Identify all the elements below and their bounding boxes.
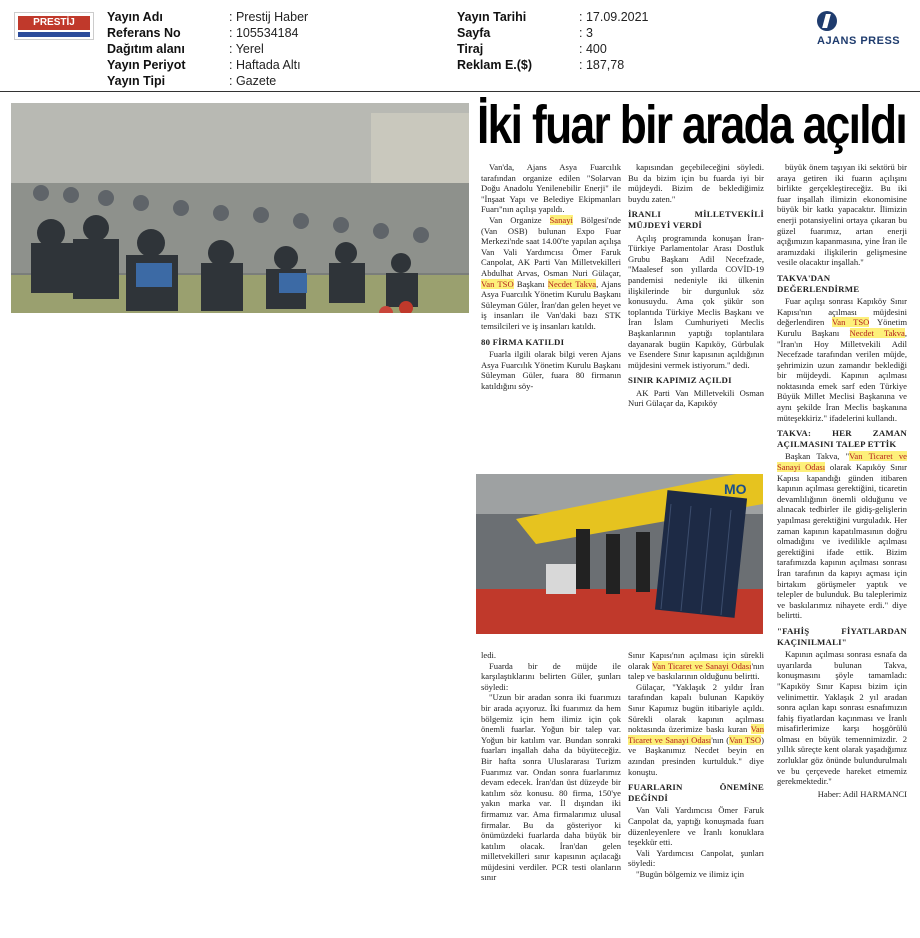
paragraph: Van'da, Ajans Asya Fuarcılık tarafından organize edilen "Solarvan Doğu Anadolu Yenilenebilir Enerji" ile "İnşaat Yapı ve Belediye Ekipmanları Fuarı"nın açılışı yapıldı. [481, 162, 621, 215]
meta-row [457, 41, 649, 57]
article-column-1 [481, 162, 621, 391]
meta-label: Yayın Tarihi [457, 10, 527, 24]
text-run: Gülaçar, "Yaklaşık 2 yıldır İran tarafından kapalı bulunan Kapıköy Sınır Kapımız bugün itibariyle açıldı. Sürekli olarak kapının açılması noktasında üzerimize baskı kuran [628, 681, 764, 735]
meta-value: : Haftada Altı [229, 58, 301, 72]
subheading: FUARLARIN ÖNEMİNE DEĞİNDİ [628, 782, 764, 803]
article-column-4 [481, 650, 621, 883]
meta-value: : 187,78 [579, 58, 625, 72]
fair-stand-illustration [476, 474, 763, 634]
text-run: , "İran'ın Hoy Milletvekili Adil Necefzade tarafından verilen müjde, şehrimizin uzun zamandır beklediği bir müjdeydi. Kapının açılması noktasında emek sarf eden Türkiye Büyük Millet Meclisi Başkanına ve aynı şekilde İran Meclis başkanına müteşekkiriz." ifadelerini kullandı. [777, 327, 907, 423]
meta-label: Yayın Tipi [107, 74, 166, 88]
highlight: Necdet Takva [849, 327, 905, 338]
publication-logo [14, 12, 94, 40]
agency-logo-icon [817, 11, 837, 31]
paragraph: ledi. [481, 650, 497, 660]
text-run: Fuar açılışı sonrası Kapıköy Sınır Kapısı'nın açılması müjdesini değerlendiren [777, 296, 907, 328]
byline: Haber: Adil HARMANCI [817, 788, 907, 799]
paragraph [777, 296, 907, 423]
text-run: Başkanı [513, 278, 548, 289]
paragraph: Kapının açılması sonrası esnafa da uyarılarda bulunan Takva, konuşmasını şöyle tamamladı: "Kapıköy Sınır Kapısı bizim için velinimettir. Yaklaşık 2 yıl aradan sonra açılan kapı sonrası esnafımızın fahiş fiyatlardan kaçınması ve İranlı misafirlerimize karşı hoşgörülü olması en büyük temennimizdir. 2 yıllık süreçte kent olarak yaşadığımız zorluklar göz önünde bulundurulmalı ve bu çerçevede hareket etmemiz gerekmektedir." [777, 649, 907, 787]
text-run: ) ve Başkanımız Necdet beyin en azından presinden kurtulduk." diye konuştu. [628, 734, 764, 777]
stand-banner-text: MO [724, 481, 747, 497]
meta-label: Sayfa [457, 26, 491, 40]
paragraph: kapısından geçebileceğini söyledi. Bu da bizim için bu fuarda iyi bir müjdeydi. Bizim de beklediğimiz buydu zaten." [628, 162, 764, 204]
meta-row [107, 73, 308, 89]
article-column-5 [628, 650, 764, 879]
paragraph: Fuarda bir de müjde ile karşılaştıklarını belirten Güler, şunları söyledi: [481, 660, 621, 692]
meta-row [107, 25, 308, 41]
text-run: olarak Kapıköy Sınır Kapısı kapandığı günden itibaren kapının açılması gerektiğini, ticaretin devamlılığının önemli olduğunu ve alınacak tedbirler ile gidiş-gelişlerin yapılması gerektiğini vurguladık. Her zaman kapının kapatılmasının doğru olmadığını ve ivedilikle açılması gerektiğini ifade ettik. Bizim tarafımızda kapının açılması sonrası İran tarafının da kapıyı açması için birtakım görüşmeler yaptık ve telepler de bulunduk. Bu taleplerimiz ve baskılarımız nihayete erdi." diye belirtti. [777, 462, 907, 621]
meta-row [457, 9, 649, 25]
text-run: Başkan Takva, " [785, 451, 850, 462]
paragraph: büyük önem taşıyan iki sektörü bir araya getiren iki fuarın açılışını birlikte gerçekleştireceğiz. Bu iki fuar inşallah ilimizin ekonomisine büyük bir katkı yapacaktır. İlimizin enerji potansiyelini ortaya çıkaran bu güzel fuarımız, artan enerji açığımızın kapanmasına, yine İran ile aramızdaki ilişkilerin gelişmesine vesile olacaktır inşallah." [777, 162, 907, 268]
meta-row [457, 25, 649, 41]
fair-stand-photo [476, 474, 763, 634]
logo-stripe [18, 32, 90, 37]
text-run: Sınır Kapısı'nın açılması için sürekli olarak [628, 650, 764, 671]
paragraph: "Uzun bir aradan sonra iki fuarımızı bir arada açıyoruz. İki fuarımız da hem bölgemiz için hem ilimiz için çok önemli fuarlar. Yoğun bir talep var. Yoğun bir katılım var. Bundan sonraki fuarları inşallah daha da büyüteceğiz. Bir hafta sonra Uluslararası Turizm Fuarımız var. Ondan sonra fuarlarımız devam edecek. İran'dan üst düzeyde bir katılım söz konusu. 80 firma, 150'ye yakın marka var. İl dışından iki firmamız var. Ama firmalarımız ulusal firmalar. Bu da gösteriyor ki önümüzdeki fuarlarda daha büyük bir katılım olacak. İran'dan gelen milletvekilleri sınır kapısının açılacağı müjdesini verdiler. PCR testi olanların sınır [481, 692, 621, 883]
highlight: Van Ticaret ve Sanayi Odası [628, 724, 764, 745]
meta-label: Referans No [107, 26, 181, 40]
agency-logo [815, 9, 915, 49]
paragraph: "Bugün bölgemiz ve ilimiz için [636, 868, 745, 879]
paragraph: Fuarla ilgili olarak bilgi veren Ajans Asya Fuarcılık Yönetim Kurulu Başkanı Süleyman Güler, fuara 80 firmanın katıldığını söy- [481, 349, 621, 391]
meta-left [107, 9, 308, 89]
article-column-2 [628, 162, 764, 409]
highlight: Van Ticaret ve Sanayi Odası [652, 660, 752, 671]
meta-row [107, 41, 308, 57]
text-run: Bölgesi'nde (Van OSB) bulunan Expo Fuar Merkezi'nde saat 14.00'te yapılan açılışa Van Vali Yardımcısı Ömer Faruk Canpolat, AK Parti Van Milletvekilleri Abdulhat Arvas, Osman Nuri Gülaçar, [481, 214, 621, 278]
paragraph [628, 682, 764, 777]
paragraph: Vali Yardımcısı Canpolat, şunları söyledi: [628, 847, 764, 869]
meta-value: : 400 [579, 42, 607, 56]
meta-label: Yayın Periyot [107, 58, 186, 72]
paragraph: AK Parti Van Milletvekili Osman Nuri Gülaçar da, Kapıköy [628, 387, 764, 409]
highlight: Sanayi [549, 214, 573, 225]
agency-name: AJANS PRESS [817, 35, 901, 47]
paragraph [628, 650, 764, 682]
subheading: TAKVA: HER ZAMAN AÇILMASINI TALEP ETTİK [777, 428, 907, 449]
text-run: Yönetim Kurulu Başkanı [777, 317, 908, 338]
highlight: Van Ticaret ve Sanayi Odası [777, 451, 907, 473]
meta-row [107, 57, 308, 73]
meta-row [457, 57, 649, 73]
meta-row [107, 9, 308, 25]
paragraph [777, 451, 907, 621]
subheading: SINIR KAPIMIZ AÇILDI [628, 375, 732, 386]
subheading: 80 FİRMA KATILDI [481, 336, 565, 347]
text-run: , Ajans Asya Fuarcılık Yönetim Kurulu Başkanı Süleyman Güler, İran'dan gelen heyet ve iş insanları ile Van'daki bazı STK temsilcileri ve iş insanları katıldı. [481, 278, 622, 331]
meta-value: : Gazete [229, 74, 277, 88]
clipping-header [0, 0, 920, 92]
audience-photo [11, 103, 469, 313]
publication-logo-text: PRESTİJ [18, 16, 90, 30]
meta-label: Reklam E.($) [457, 58, 533, 72]
article-headline: İki fuar bir arada açıldı [477, 95, 907, 155]
meta-label: Tiraj [457, 42, 484, 56]
meta-value: : Prestij Haber [229, 10, 309, 24]
subheading: TAKVA'DAN DEĞERLENDİRME [777, 272, 860, 294]
audience-photo-illustration [11, 103, 469, 313]
article-column-3 [777, 162, 907, 799]
subheading: "FAHİŞ FİYATLARDAN KAÇINILMALI" [777, 625, 907, 647]
meta-right [457, 9, 649, 73]
paragraph: Van Vali Yardımcısı Ömer Faruk Canpolat da, yaptığı konuşmada fuarı düzenleyenlere ve İranlı konuklara teşekkür etti. [628, 805, 764, 848]
highlight: Van TSO [832, 317, 870, 328]
meta-value: : Yerel [229, 42, 264, 56]
meta-label: Dağıtım alanı [107, 42, 185, 56]
highlight: Van TSO [481, 278, 514, 289]
highlight: Van TSO [729, 734, 762, 745]
subheading: İRANLI MİLLETVEKİLİ MÜJDEYİ VERDİ [628, 209, 764, 230]
text-run: 'nın ( [711, 734, 730, 745]
text-run: Van Organize [489, 214, 550, 225]
meta-value: : 3 [579, 26, 593, 40]
meta-value: : 17.09.2021 [579, 10, 649, 24]
header-divider [0, 91, 920, 92]
meta-value: : 105534184 [229, 26, 299, 40]
highlight: Necdet Takva [547, 278, 597, 289]
paragraph [481, 215, 621, 332]
meta-label: Yayın Adı [107, 10, 163, 24]
paragraph: Açılış programında konuşan İran-Türkiye Parlamentolar Arası Dostluk Grubu Başkanı Adil Necefzade, "Maalesef son yıllarda COVİD-19 pandemisi nedeniyle iki ülkenin ilişkilerinde bir durgunluk söz konusuydu. Ama çok şükür son toplantıda Türkiye Meclis Başkanı ve İran İslam Cumhuriyeti Meclis Başkanlarının yaptığı toplantılara dayanarak bugün Kapıköy, Gürbulak ve Esendere Sınır kapısının açıldığının müjdesini vermek istiyorum." dedi. [628, 232, 764, 370]
text-run: 'nın talep ve baskılarının olduğunu belirtti. [628, 660, 764, 682]
